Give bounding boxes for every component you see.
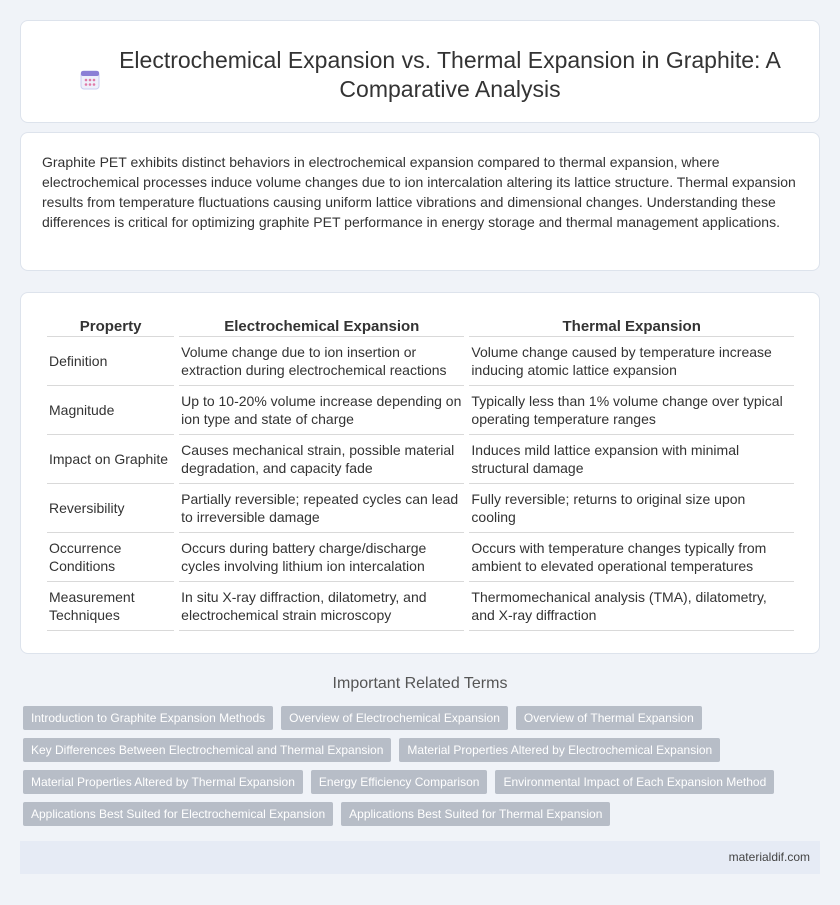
related-term-tag[interactable]: Overview of Thermal Expansion <box>516 706 702 730</box>
row-thermal: Fully reversible; returns to original size upon cooling <box>469 484 794 533</box>
comparison-table-card <box>20 292 820 654</box>
related-terms-heading: Important Related Terms <box>332 675 508 692</box>
row-electrochemical: Causes mechanical strain, possible material degradation, and capacity fade <box>179 435 464 484</box>
related-term-tag[interactable]: Applications Best Suited for Thermal Expansion <box>341 802 610 826</box>
header-thermal: Thermal Expansion <box>469 314 794 337</box>
header-electrochemical: Electrochemical Expansion <box>179 314 464 337</box>
calendar-grid-icon <box>80 68 100 90</box>
table-row <box>47 533 794 582</box>
row-thermal: Typically less than 1% volume change over typical operating temperature ranges <box>469 386 794 435</box>
comparison-table <box>42 314 799 631</box>
row-electrochemical: In situ X-ray diffraction, dilatometry, and electrochemical strain microscopy <box>179 582 464 631</box>
title-card <box>20 20 820 123</box>
related-term-tag[interactable]: Introduction to Graphite Expansion Methods <box>23 706 273 730</box>
header-property: Property <box>47 314 174 337</box>
table-row <box>47 386 794 435</box>
row-property: Definition <box>47 337 174 386</box>
footer-site-link[interactable]: materialdif.com <box>728 850 810 864</box>
page-title: Electrochemical Expansion vs. Thermal Expansion in Graphite: A Comparative Analysis <box>119 47 781 102</box>
row-thermal: Thermomechanical analysis (TMA), dilatometry, and X-ray diffraction <box>469 582 794 631</box>
table-row <box>47 484 794 533</box>
row-electrochemical: Occurs during battery charge/discharge cycles involving lithium ion intercalation <box>179 533 464 582</box>
related-term-tag[interactable]: Key Differences Between Electrochemical and Thermal Expansion <box>23 738 391 762</box>
related-term-tag[interactable]: Material Properties Altered by Thermal Expansion <box>23 770 303 794</box>
row-thermal: Volume change caused by temperature increase inducing atomic lattice expansion <box>469 337 794 386</box>
table-row <box>47 582 794 631</box>
row-thermal: Induces mild lattice expansion with minimal structural damage <box>469 435 794 484</box>
related-term-tag[interactable]: Overview of Electrochemical Expansion <box>281 706 508 730</box>
row-property: Measurement Techniques <box>47 582 174 631</box>
row-electrochemical: Partially reversible; repeated cycles can lead to irreversible damage <box>179 484 464 533</box>
table-row <box>47 337 794 386</box>
related-terms-list <box>23 706 823 834</box>
row-property: Magnitude <box>47 386 174 435</box>
intro-card <box>20 132 820 271</box>
row-electrochemical: Up to 10-20% volume increase depending on ion type and state of charge <box>179 386 464 435</box>
table-header-row <box>47 314 794 337</box>
related-term-tag[interactable]: Applications Best Suited for Electrochemical Expansion <box>23 802 333 826</box>
row-property: Impact on Graphite <box>47 435 174 484</box>
related-term-tag[interactable]: Material Properties Altered by Electrochemical Expansion <box>399 738 720 762</box>
footer <box>20 841 820 874</box>
row-electrochemical: Volume change due to ion insertion or extraction during electrochemical reactions <box>179 337 464 386</box>
related-term-tag[interactable]: Energy Efficiency Comparison <box>311 770 488 794</box>
table-row <box>47 435 794 484</box>
row-thermal: Occurs with temperature changes typically from ambient to elevated operational temperatures <box>469 533 794 582</box>
row-property: Occurrence Conditions <box>47 533 174 582</box>
row-property: Reversibility <box>47 484 174 533</box>
intro-paragraph: Graphite PET exhibits distinct behaviors in electrochemical expansion compared to thermal expansion, where electrochemical processes induce volume changes due to ion intercalation altering its lattice structure. Thermal expansion results from temperature fluctuations causing uniform lattice vibrations and dimensional changes. Understanding these differences is critical for optimizing graphite PET performance in energy storage and thermal management applications. <box>42 154 796 230</box>
related-term-tag[interactable]: Environmental Impact of Each Expansion Method <box>495 770 774 794</box>
